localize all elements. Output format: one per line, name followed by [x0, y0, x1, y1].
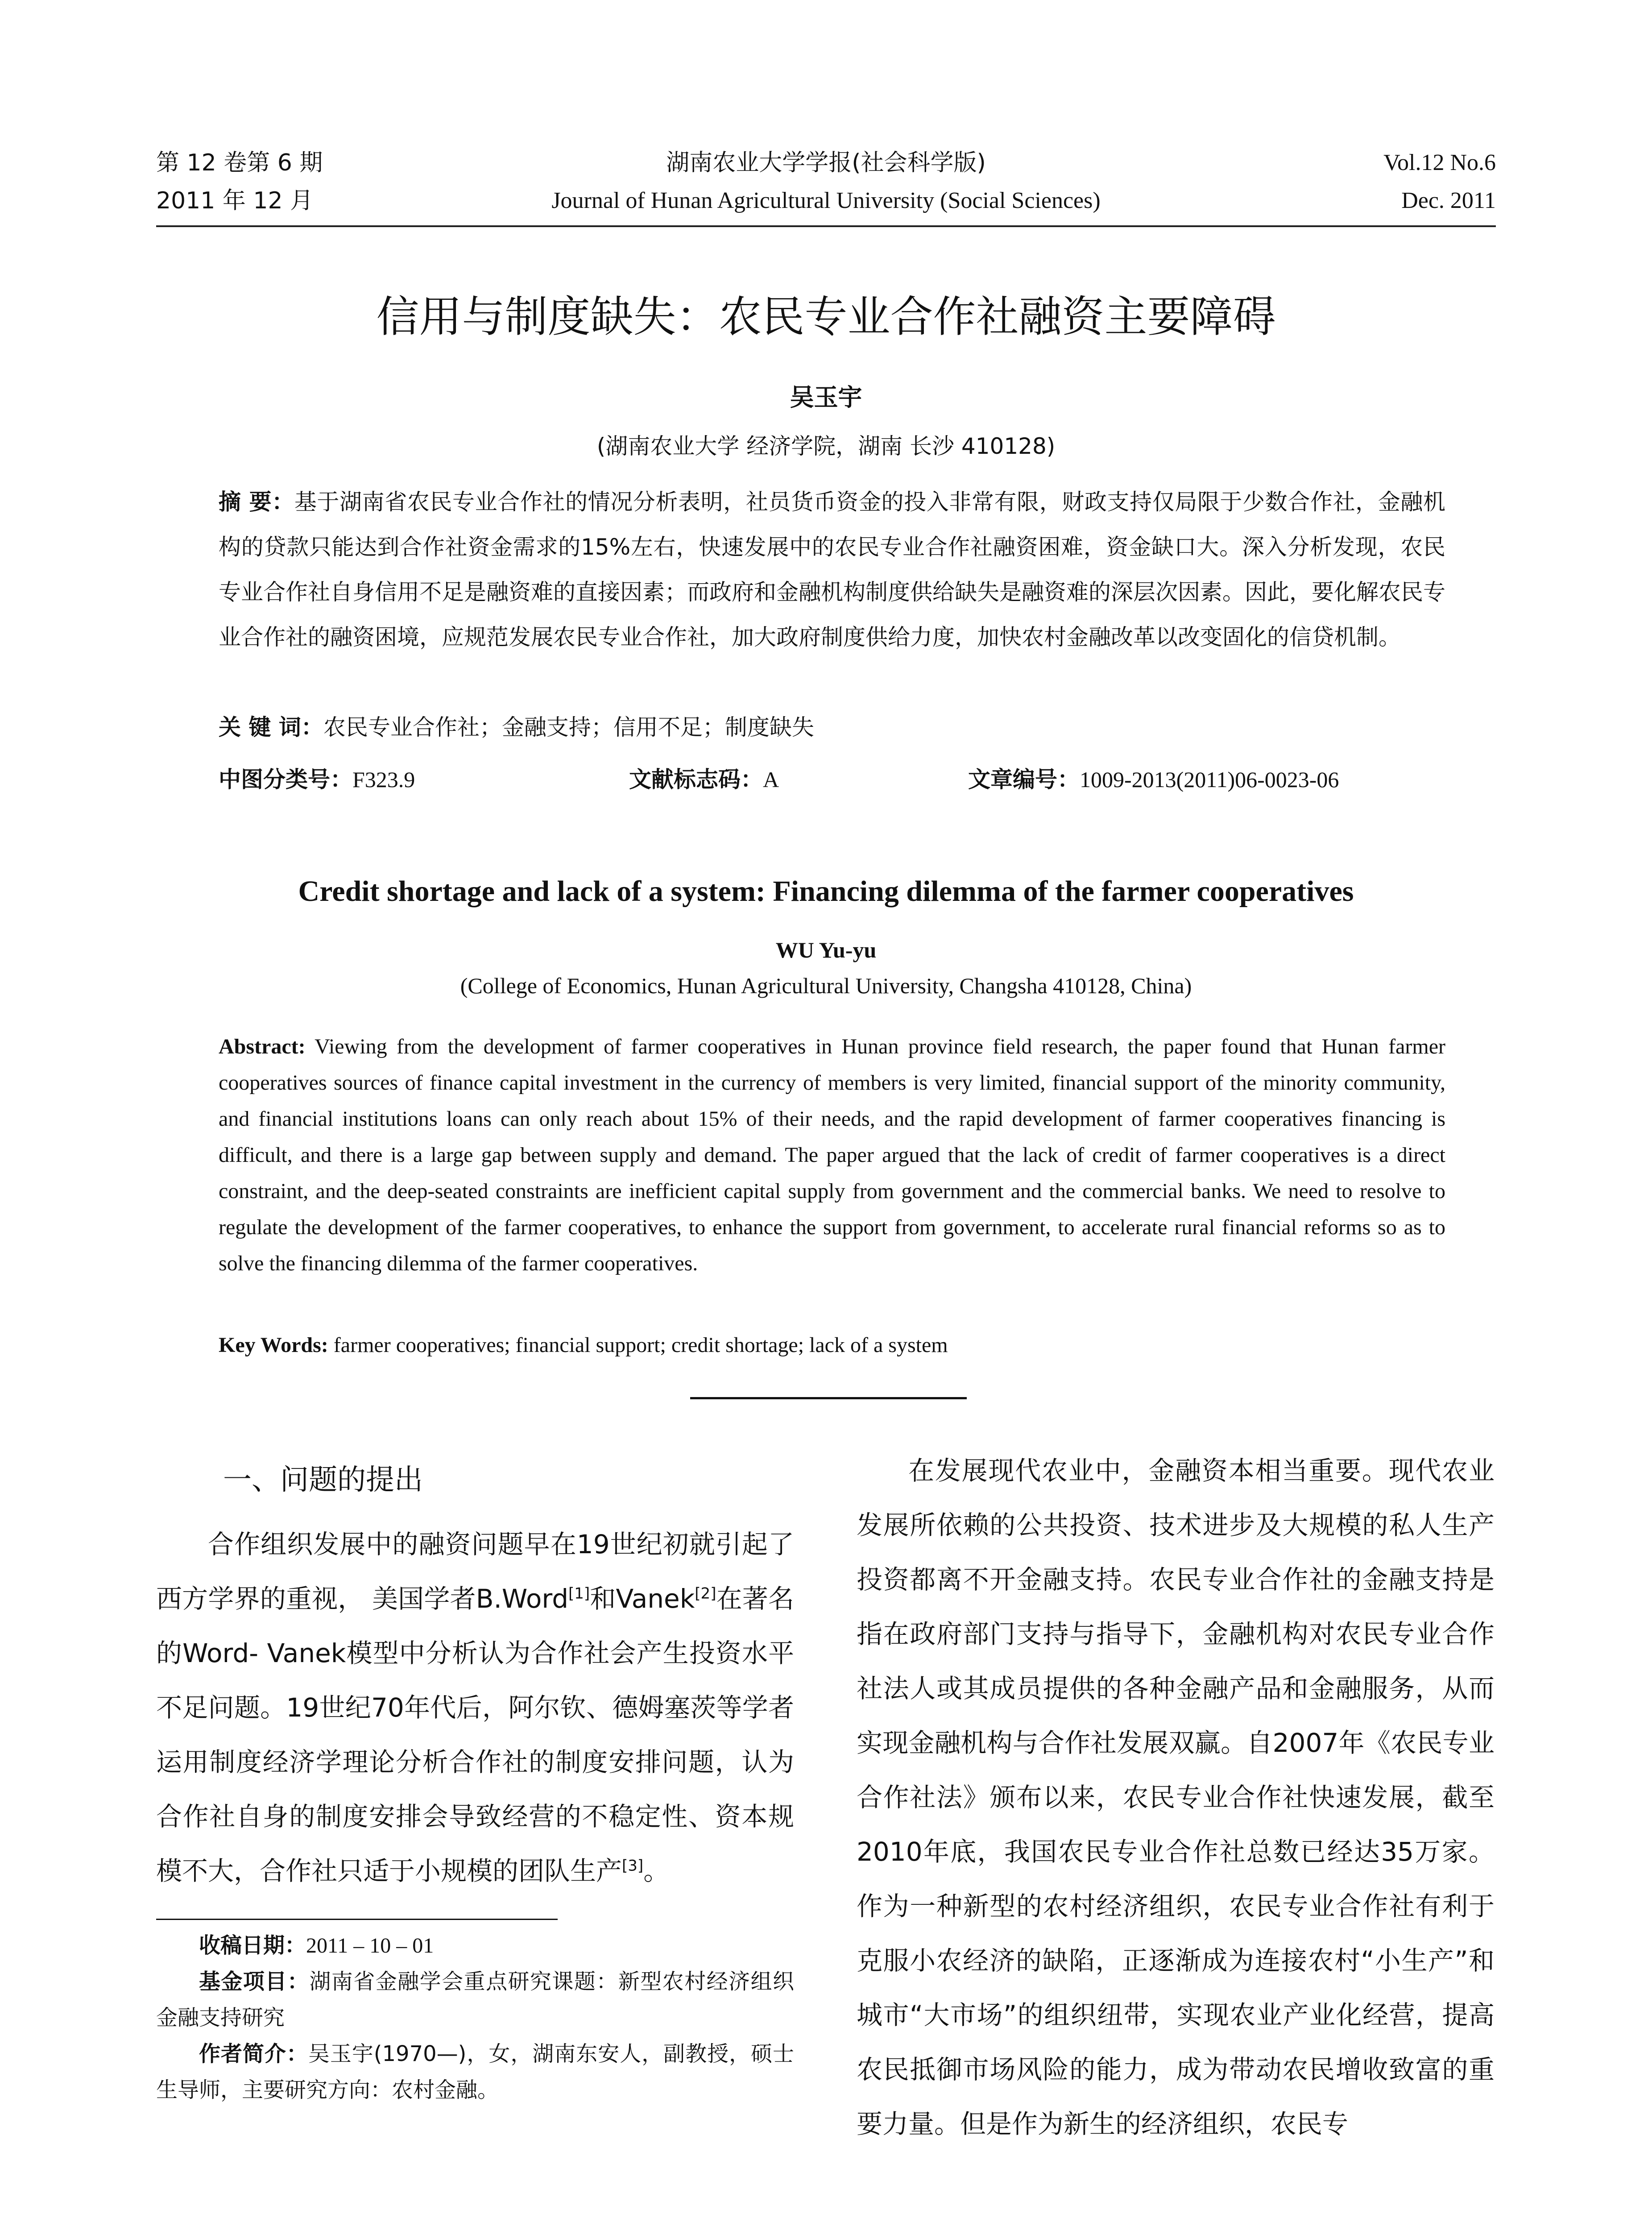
footnote-fund — [156, 1964, 794, 2036]
citation-ref: [1] — [568, 1584, 590, 1603]
document-code-value: A — [763, 767, 779, 792]
date-cn: 2011 年 12 月 — [156, 187, 314, 214]
keywords-cn — [219, 712, 1445, 743]
paragraph: 在发展现代农业中，金融资本相当重要。现代农业发展所依赖的公共投资、技术进步及大规模的私人生产投资都离不开金融支持。农民专业合作社的金融支持是指在政府部门支持与指导下，金融机构对农民专业合作社法人或其成员提供的各种金融产品和金融服务，从而实现金融机构与合作社发展双赢。自2007年《农民专业合作社法》颁布以来，农民专业合作社快速发展，截至2010年底，我国农民专业合作社总数已经达35万家。作为一种新型的农村经济组织，农民专业合作社有利于克服小农经济的缺陷，正逐渐成为连接农村“小生产”和城市“大市场”的组织纽带，实现农业产业化经营，提高农民抵御市场风险的能力，成为带动农民增收致富的重要力量。但是作为新生的经济组织，农民专 — [857, 1456, 1495, 2139]
abstract-en-text: Viewing from the development of farmer cooperatives in Hunan province field research, the paper found that Hunan farmer cooperatives sources of finance capital investment in the currency of members is very limited, financial support of the minority community, and financial institutions loans can only reach about 15% of their needs, and the rapid development of farmer cooperatives financing is difficult, and there is a large gap between supply and demand. The paper argued that the lack of credit of farmer cooperatives is a direct constraint, and the deep-seated constraints are inefficient capital supply from government and the commercial banks. We need to resolve to regulate the development of the farmer cooperatives, to enhance the support from government, to accelerate rural financial reforms so as to solve the financing dilemma of the farmer cooperatives. — [219, 1035, 1445, 1275]
journal-name-cn: 湖南农业大学学报(社会科学版) — [666, 149, 986, 176]
affiliation-cn: (湖南农业大学 经济学院，湖南 长沙 410128) — [596, 433, 1056, 459]
abstract-en — [219, 1028, 1445, 1281]
paragraph — [156, 1517, 794, 1898]
affiliation-en: (College of Economics, Hunan Agricultural University, Changsha 410128, China) — [460, 973, 1192, 998]
keywords-en-text: farmer cooperatives; financial support; credit shortage; lack of a system — [328, 1333, 948, 1357]
section-heading: 一、问题的提出 — [223, 1464, 423, 1497]
document-code — [629, 764, 779, 795]
footnote-author-bio — [156, 2036, 794, 2108]
clc-number — [219, 764, 415, 795]
citation-ref: [2] — [695, 1584, 716, 1603]
article-number-value: 1009-2013(2011)06-0023-06 — [1080, 767, 1339, 792]
date-en: Dec. 2011 — [1401, 188, 1496, 213]
paper-title-cn: 信用与制度缺失：农民专业合作社融资主要障碍 — [376, 292, 1276, 342]
article-number-label: 文章编号： — [968, 767, 1080, 792]
paragraph-text: 合作组织发展中的融资问题早在19世纪初就引起了西方学界的重视， 美国学者B.Word — [156, 1529, 794, 1614]
abstract-cn-label: 摘 要： — [219, 489, 294, 515]
clc-label: 中图分类号： — [219, 767, 352, 792]
keywords-en-label: Key Words: — [219, 1333, 328, 1357]
clc-value: F323.9 — [352, 767, 415, 792]
journal-name-en: Journal of Hunan Agricultural University (Social Sciences) — [551, 188, 1101, 213]
footnote-rule — [156, 1919, 558, 1920]
article-number — [968, 764, 1339, 795]
footnote-label: 作者简介： — [199, 2041, 308, 2066]
right-column-body — [857, 1443, 1495, 2151]
footnotes — [156, 1928, 794, 2108]
keywords-en — [219, 1330, 1445, 1361]
abstract-separator — [690, 1397, 967, 1399]
footnote-text: 吴玉宇(1970—)，女，湖南东安人，副教授，硕士生导师，主要研究方向：农村金融。 — [156, 2041, 794, 2102]
paper-title-en: Credit shortage and lack of a system: Financing dilemma of the farmer cooperatives — [298, 875, 1354, 908]
abstract-cn — [219, 480, 1445, 660]
citation-ref: [3] — [622, 1857, 644, 1875]
abstract-en-label: Abstract: — [219, 1035, 306, 1058]
header-rule — [156, 225, 1496, 227]
footnote-label: 收稿日期： — [199, 1933, 306, 1958]
author-name-cn: 吴玉宇 — [790, 383, 862, 411]
footnote-label: 基金项目： — [199, 1969, 310, 1994]
paragraph-text: 在著名的Word- Vanek模型中分析认为合作社会产生投资水平不足问题。19世纪70年代后，阿尔钦、德姆塞茨等学者运用制度经济学理论分析合作社的制度安排问题，认为合作社自身的制度安排会导致经营的不稳定性、资本规模不大，合作社只适于小规模的团队生产 — [156, 1584, 794, 1886]
footnote-text: 2011 – 10 – 01 — [306, 1934, 434, 1957]
left-column-body — [156, 1517, 794, 1898]
author-name-en: WU Yu-yu — [775, 937, 877, 962]
volume-issue-cn: 第 12 卷第 6 期 — [156, 149, 323, 176]
document-code-label: 文献标志码： — [629, 767, 763, 792]
keywords-cn-label: 关 键 词： — [219, 714, 323, 740]
footnote-text: 湖南省金融学会重点研究课题：新型农村经济组织金融支持研究 — [156, 1969, 794, 2030]
abstract-cn-text: 基于湖南省农民专业合作社的情况分析表明，社员货币资金的投入非常有限，财政支持仅局限于少数合作社，金融机构的贷款只能达到合作社资金需求的15%左右，快速发展中的农民专业合作社融资困难，资金缺口大。深入分析发现，农民专业合作社自身信用不足是融资难的直接因素；而政府和金融机构制度供给缺失是融资难的深层次因素。因此，要化解农民专业合作社的融资困境，应规范发展农民专业合作社，加大政府制度供给力度，加快农村金融改革以改变固化的信贷机制。 — [219, 489, 1445, 650]
keywords-cn-text: 农民专业合作社；金融支持；信用不足；制度缺失 — [323, 714, 814, 740]
paragraph-text: 和Vanek — [590, 1584, 695, 1614]
volume-issue-en: Vol.12 No.6 — [1383, 150, 1496, 175]
footnote-received — [156, 1928, 794, 1964]
paragraph-text: 。 — [643, 1856, 670, 1886]
